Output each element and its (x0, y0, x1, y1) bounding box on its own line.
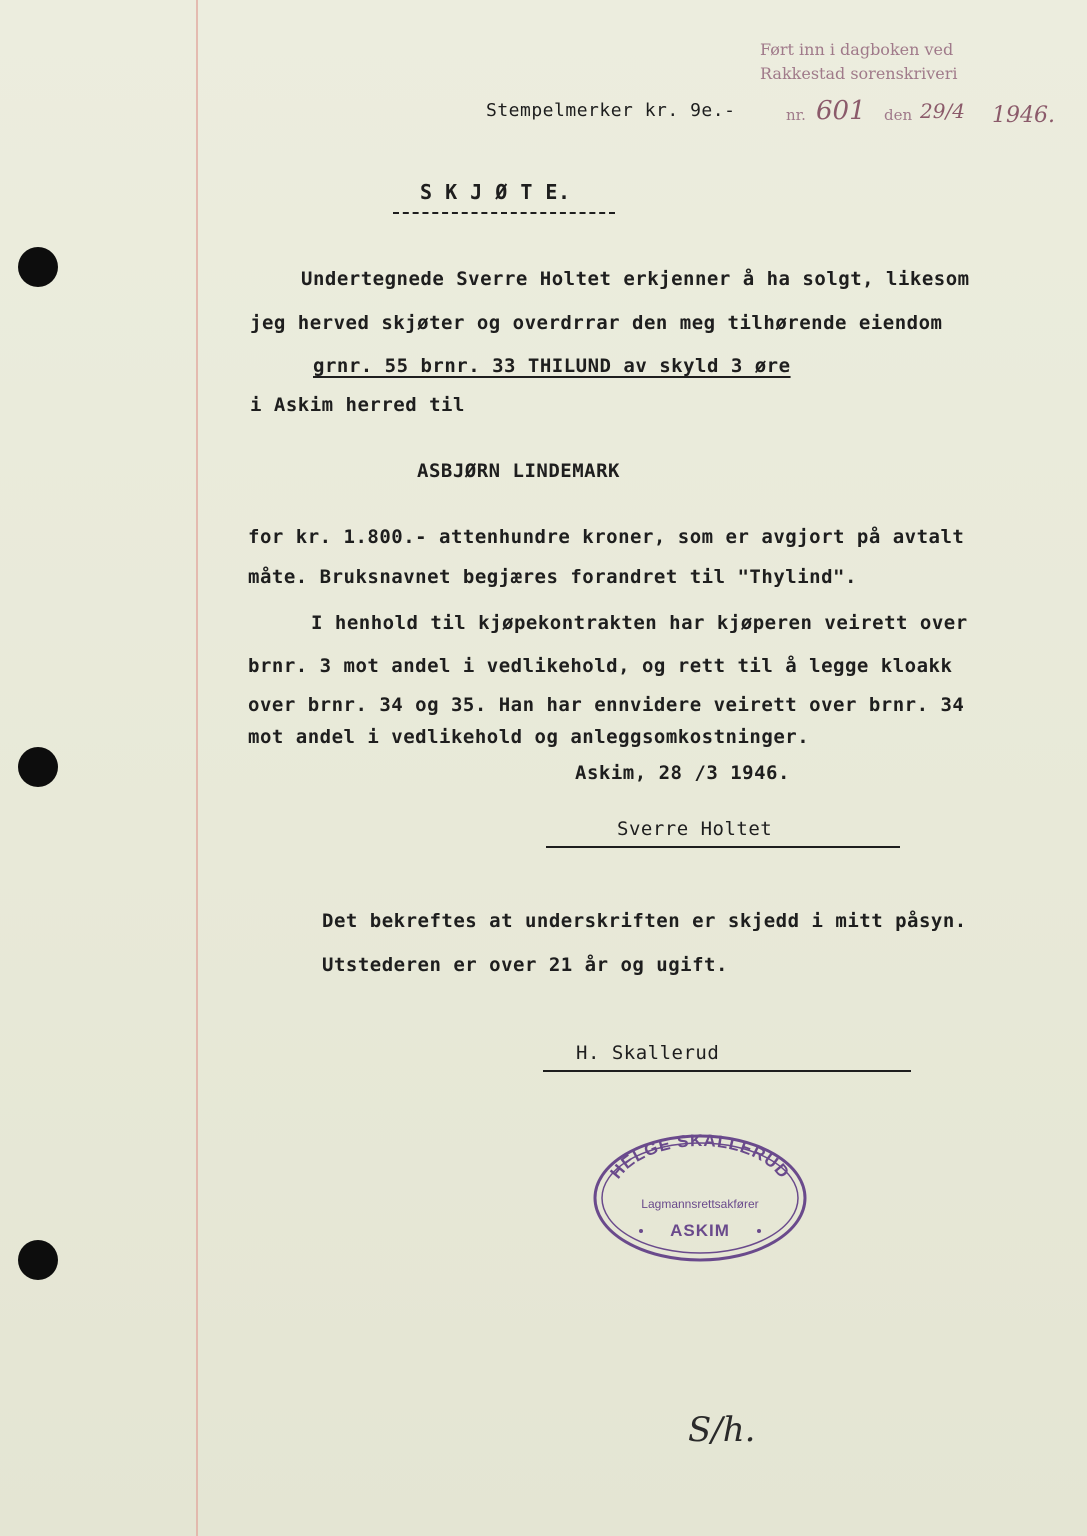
body-line-7: I henhold til kjøpekontrakten har kjøperen veirett over (311, 612, 968, 634)
witness-signature: H. Skallerud (576, 1042, 720, 1064)
place-date: Askim, 28 /3 1946. (575, 762, 790, 784)
journal-number-label: nr. (786, 106, 806, 124)
title-underline (393, 212, 615, 214)
registry-note-line-1: Ført inn i dagboken ved (760, 40, 954, 59)
punch-hole-bottom (18, 1240, 58, 1280)
body-line-4: i Askim herred til (250, 394, 465, 416)
handwritten-initials: S/h. (688, 1410, 756, 1450)
seal-title: Lagmannsrettsakfører (641, 1197, 759, 1211)
margin-line (196, 0, 198, 1536)
punch-hole-middle (18, 747, 58, 787)
witness-line-1: Det bekreftes at underskriften er skjedd i mitt påsyn. (322, 910, 967, 932)
body-line-6: måte. Bruksnavnet begjæres forandret til "Thylind". (248, 566, 857, 588)
punch-hole-top (18, 247, 58, 287)
document-title: S K J Ø T E. (420, 180, 571, 204)
journal-number: 601 (816, 96, 866, 126)
seal-name: HELGE SKALLERUD (606, 1130, 794, 1183)
body-line-5: for kr. 1.800.- attenhundre kroner, som er avgjort på avtalt (248, 526, 965, 548)
body-line-10: mot andel i vedlikehold og anleggsomkostninger. (248, 726, 810, 748)
body-line-1: Undertegnede Sverre Holtet erkjenner å ha solgt, likesom (301, 268, 970, 290)
journal-year: 1946. (992, 103, 1055, 128)
body-line-2: jeg herved skjøter og overdrrar den meg tilhørende eiendom (250, 312, 943, 334)
journal-date-label: den (884, 106, 913, 124)
journal-date: 29/4 (920, 99, 965, 123)
seal-place: ASKIM (670, 1221, 730, 1240)
body-line-8: brnr. 3 mot andel i vedlikehold, og rett til å legge kloakk (248, 655, 953, 677)
body-line-9: over brnr. 34 og 35. Han har ennvidere veirett over brnr. 34 (248, 694, 965, 716)
witness-line-2: Utstederen er over 21 år og ugift. (322, 954, 728, 976)
lawyer-seal (589, 1128, 811, 1268)
registry-note-line-2: Rakkestad sorenskriveri (760, 64, 958, 83)
stamp-duty-line: Stempelmerker kr. 9e.- (486, 100, 736, 121)
witness-signature-rule (543, 1070, 911, 1072)
property-line: grnr. 55 brnr. 33 THILUND av skyld 3 øre (313, 355, 791, 377)
buyer-name: ASBJØRN LINDEMARK (417, 460, 620, 482)
seller-signature: Sverre Holtet (617, 818, 773, 840)
seller-signature-rule (546, 846, 900, 848)
